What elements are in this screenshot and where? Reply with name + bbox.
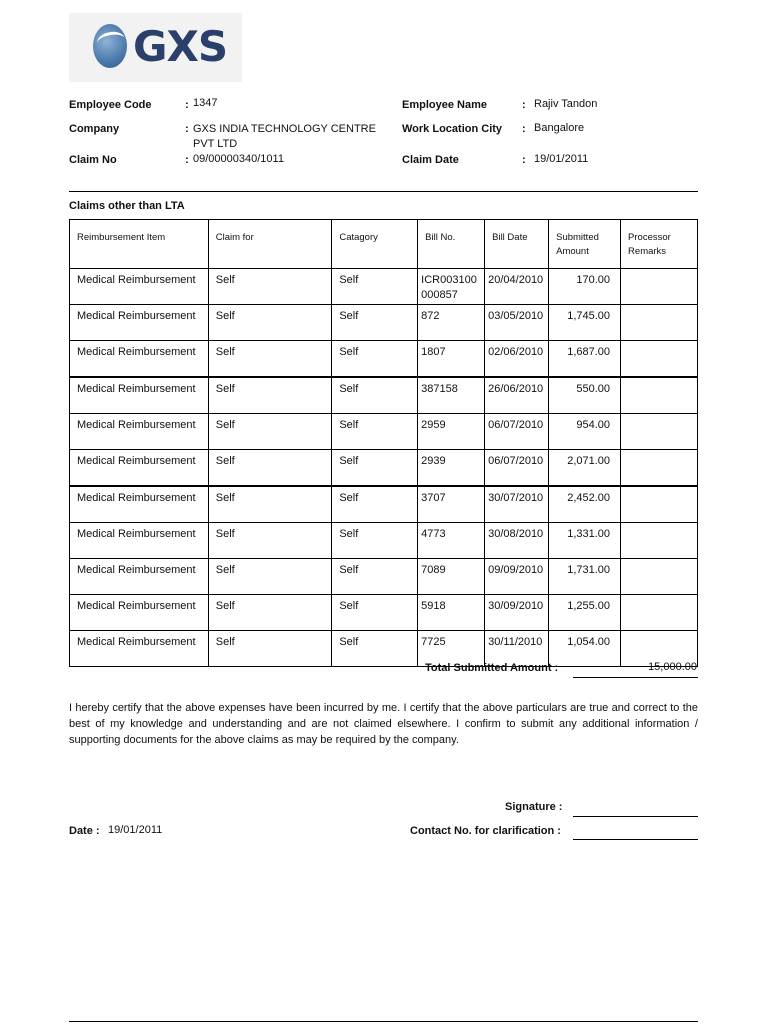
col-header-claim-for: Claim for [208,220,332,269]
section-title: Claims other than LTA [69,200,185,212]
table-row [70,305,698,341]
contact-line [573,839,698,840]
cell-claim-for: Self [208,305,332,341]
col-header-item: Reimbursement Item [70,220,209,269]
cell-remarks [621,523,698,559]
cell-bill-date: 03/05/2010 [485,305,549,341]
cell-item: Medical Reimbursement [70,414,209,450]
claim-no-value: 09/00000340/1011 [193,153,284,165]
table-row [70,595,698,631]
signature-line [573,816,698,817]
table-row [70,414,698,450]
cell-remarks [621,377,698,414]
table-row [70,559,698,595]
cell-bill-no: 2959 [418,414,485,450]
cell-claim-for: Self [208,450,332,487]
company-value-line1: GXS INDIA TECHNOLOGY CENTRE [193,123,376,135]
date-value: 19/01/2011 [108,824,163,836]
cell-bill-no: 872 [418,305,485,341]
cell-bill-no: 3707 [418,486,485,523]
employee-code-label: Employee Code [69,99,152,111]
work-location-value: Bangalore [534,122,585,134]
cell-category: Self [332,341,418,378]
cell-remarks [621,486,698,523]
cell-claim-for: Self [208,559,332,595]
claims-table [69,219,698,667]
cell-amount: 1,255.00 [549,595,621,631]
cell-amount: 1,731.00 [549,559,621,595]
cell-item: Medical Reimbursement [70,523,209,559]
cell-item: Medical Reimbursement [70,377,209,414]
cell-item: Medical Reimbursement [70,631,209,667]
claim-date-label: Claim Date [402,154,459,166]
cell-claim-for: Self [208,595,332,631]
table-row [70,341,698,378]
cell-category: Self [332,305,418,341]
table-row [70,523,698,559]
cell-bill-no: 5918 [418,595,485,631]
cell-category: Self [332,523,418,559]
cell-remarks [621,305,698,341]
cell-bill-date: 06/07/2010 [485,450,549,487]
employee-code-value: 1347 [193,97,218,109]
cell-claim-for: Self [208,631,332,667]
cell-category: Self [332,486,418,523]
cell-bill-no: 2939 [418,450,485,487]
cell-bill-date: 06/07/2010 [485,414,549,450]
cell-amount: 1,687.00 [549,341,621,378]
cell-bill-date: 02/06/2010 [485,341,549,378]
cell-remarks [621,450,698,487]
cell-claim-for: Self [208,414,332,450]
total-label: Total Submitted Amount : [425,662,559,674]
cell-remarks [621,269,698,305]
cell-bill-no: 4773 [418,523,485,559]
cell-amount: 170.00 [549,269,621,305]
date-label: Date : [69,825,100,837]
cell-amount: 550.00 [549,377,621,414]
cell-bill-date: 30/07/2010 [485,486,549,523]
cell-item: Medical Reimbursement [70,341,209,378]
header-divider [69,191,698,192]
cell-item: Medical Reimbursement [70,486,209,523]
company-value-line2: PVT LTD [193,138,238,150]
company-label: Company [69,123,120,135]
cell-category: Self [332,269,418,305]
cell-amount: 1,745.00 [549,305,621,341]
cell-bill-date: 09/09/2010 [485,559,549,595]
col-header-bill-no: Bill No. [418,220,485,269]
cell-amount: 2,452.00 [549,486,621,523]
cell-bill-date: 20/04/2010 [485,269,549,305]
cell-claim-for: Self [208,341,332,378]
cell-category: Self [332,414,418,450]
cell-bill-no: 7089 [418,559,485,595]
cell-remarks [621,595,698,631]
cell-bill-date: 26/06/2010 [485,377,549,414]
company-logo [69,13,242,82]
cell-remarks [621,341,698,378]
cell-category: Self [332,631,418,667]
cell-bill-no: ICR003100 000857 [418,269,485,305]
cell-amount: 954.00 [549,414,621,450]
cell-category: Self [332,559,418,595]
cell-category: Self [332,595,418,631]
cell-category: Self [332,377,418,414]
cell-bill-no: 7725 [418,631,485,667]
col-header-bill-date: Bill Date [485,220,549,269]
table-header-row [70,220,698,269]
cell-claim-for: Self [208,523,332,559]
table-row [70,269,698,305]
cell-claim-for: Self [208,486,332,523]
cell-remarks [621,559,698,595]
table-row [70,377,698,414]
table-row [70,450,698,487]
cell-item: Medical Reimbursement [70,559,209,595]
employee-name-label: Employee Name [402,99,487,111]
cell-item: Medical Reimbursement [70,305,209,341]
cell-bill-date: 30/11/2010 [485,631,549,667]
employee-name-value: Rajiv Tandon [534,98,598,110]
cell-amount: 2,071.00 [549,450,621,487]
logo-text: GXS [133,22,228,71]
claim-no-label: Claim No [69,154,117,166]
cell-claim-for: Self [208,269,332,305]
cell-bill-date: 30/09/2010 [485,595,549,631]
certification-text: I hereby certify that the above expenses have been incurred by me. I certify that the above particulars are true and correct to the best of my knowledge and understanding and are not claimed elsewhere. I confirm to submit any additional information / supporting documents for the above claims as may be required by the company. [69,702,698,746]
cell-item: Medical Reimbursement [70,269,209,305]
col-header-category: Catagory [332,220,418,269]
col-header-remarks: Processor Remarks [621,220,698,269]
cell-amount: 1,054.00 [549,631,621,667]
contact-label: Contact No. for clarification : [410,825,561,837]
total-underline [573,677,698,678]
claim-date-value: 19/01/2011 [534,153,589,165]
cell-remarks [621,414,698,450]
cell-amount: 1,331.00 [549,523,621,559]
cell-bill-no: 387158 [418,377,485,414]
footer-divider [69,1021,698,1022]
col-header-amount: Submitted Amount [549,220,621,269]
cell-bill-date: 30/08/2010 [485,523,549,559]
signature-label: Signature : [505,801,563,813]
cell-item: Medical Reimbursement [70,450,209,487]
work-location-label: Work Location City [402,123,503,135]
cell-category: Self [332,450,418,487]
total-value: 15,000.00 [648,661,697,673]
cell-bill-no: 1807 [418,341,485,378]
cell-claim-for: Self [208,377,332,414]
table-row [70,486,698,523]
cell-item: Medical Reimbursement [70,595,209,631]
